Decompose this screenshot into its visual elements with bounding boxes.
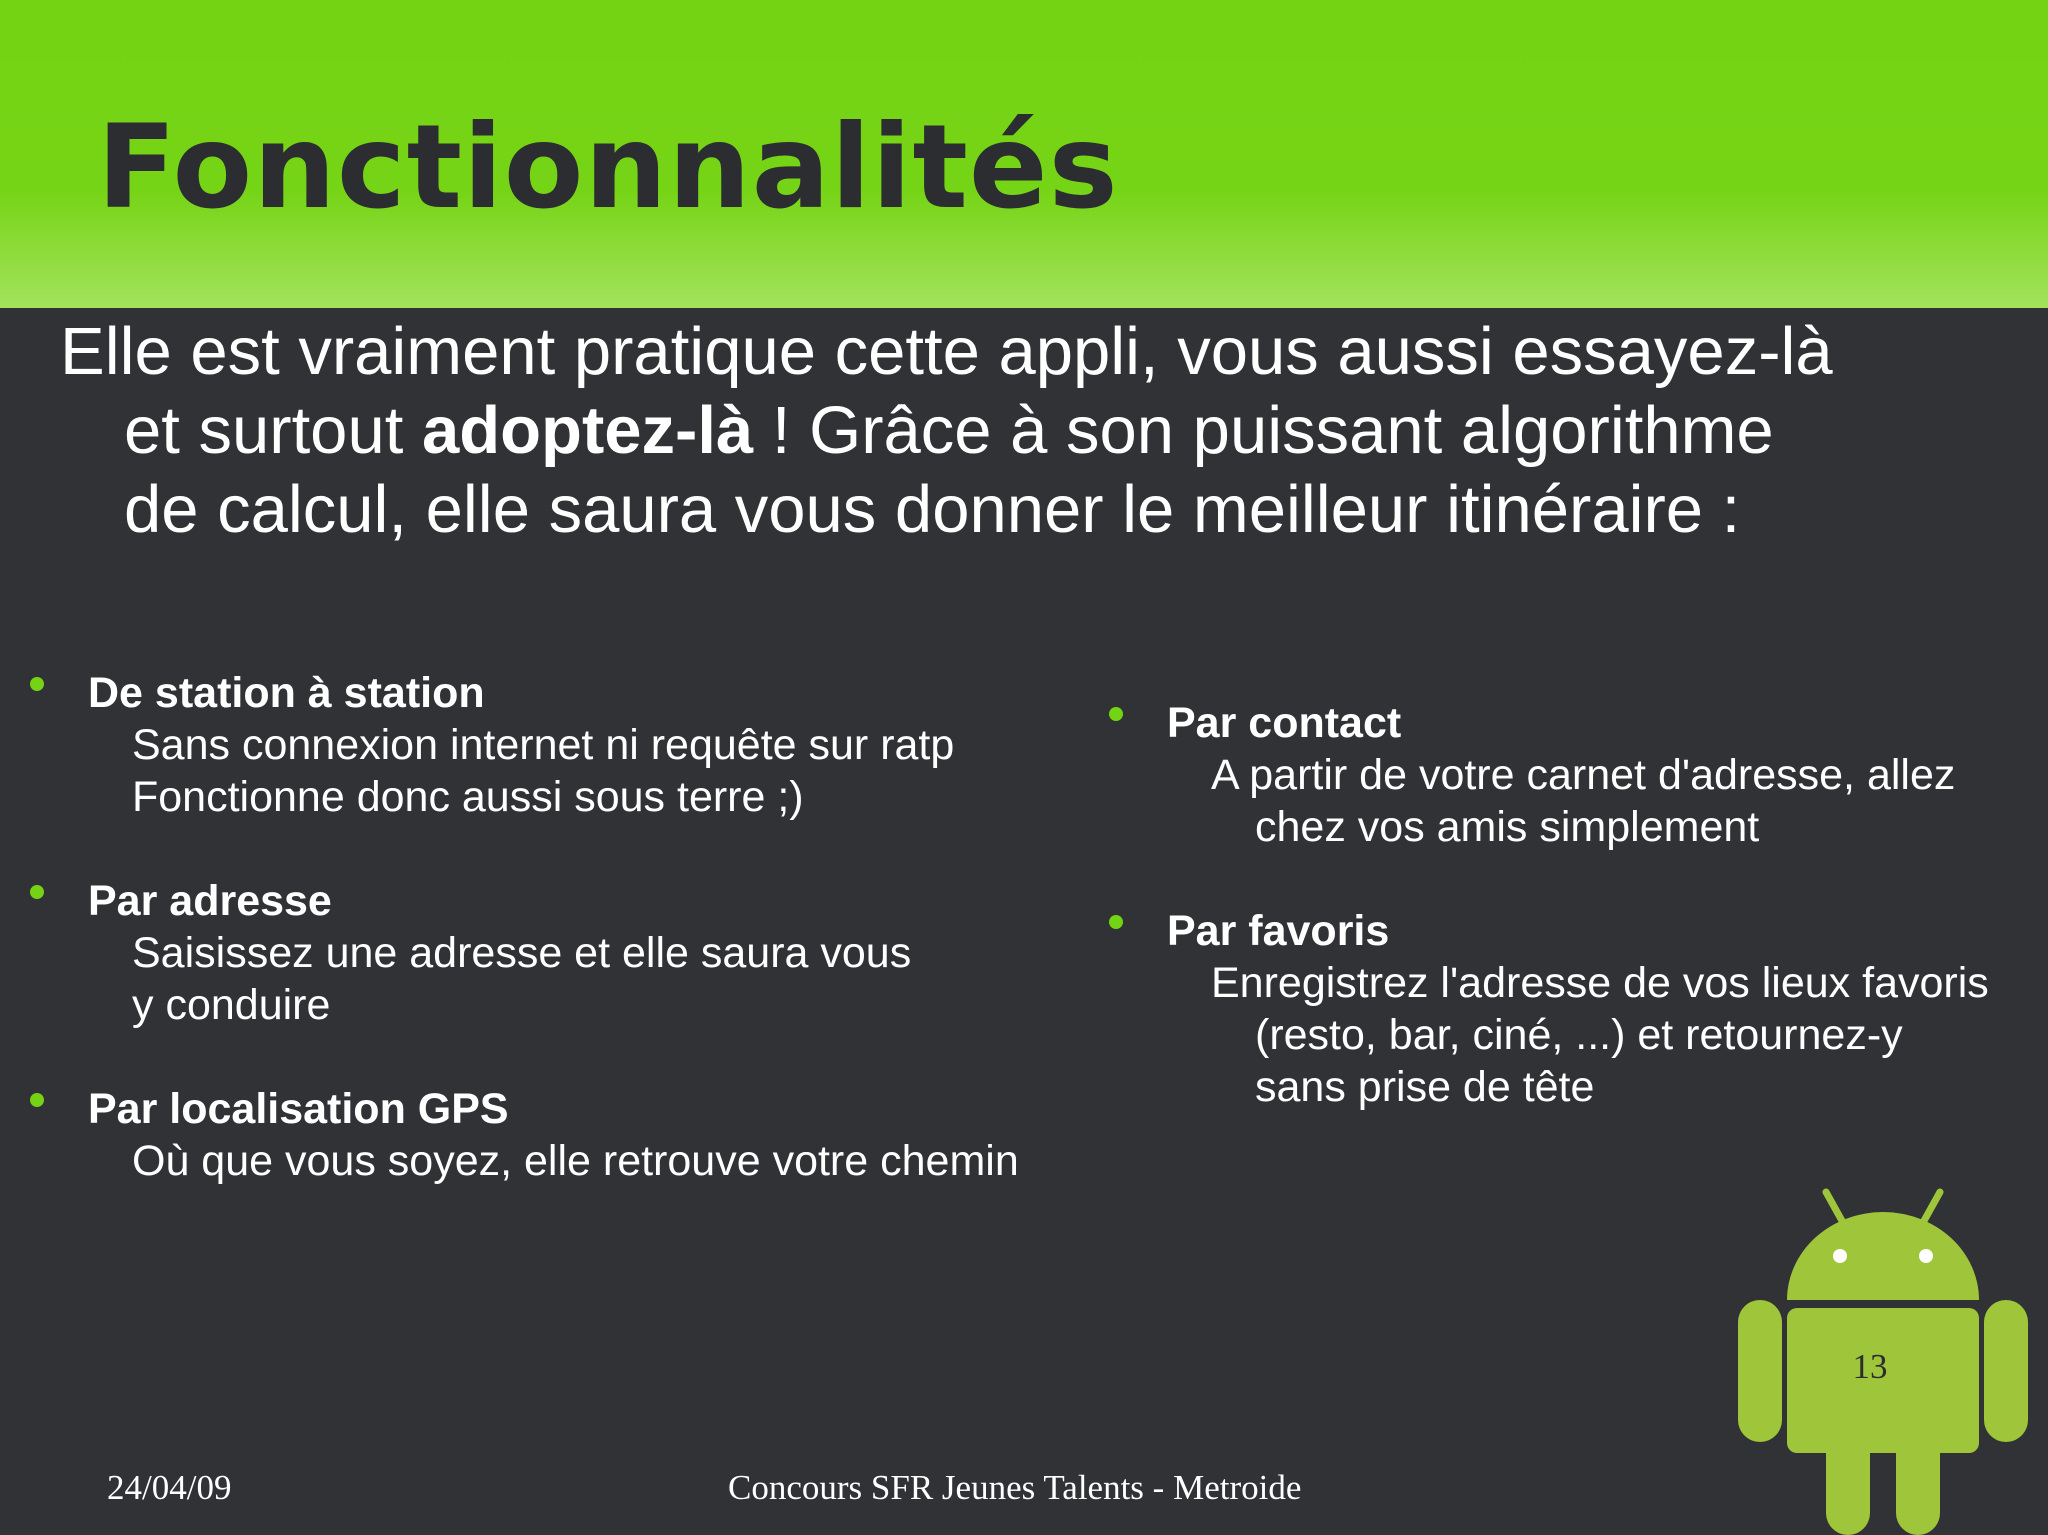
feature-description: Saisissez une adresse et elle saura vous bbox=[132, 929, 912, 977]
feature-description: Où que vous soyez, elle retrouve votre chemin bbox=[132, 1137, 1019, 1185]
feature-list-left bbox=[26, 667, 1086, 1239]
header-band bbox=[0, 0, 2048, 308]
feature-description: sans prise de tête bbox=[1255, 1063, 1595, 1111]
feature-description: Fonctionne donc aussi sous terre ;) bbox=[132, 773, 804, 821]
intro-line-2-end: ! Grâce à son puissant algorithme bbox=[753, 393, 1774, 468]
feature-title: Par adresse bbox=[88, 877, 332, 925]
feature-description: Enregistrez l'adresse de vos lieux favoris bbox=[1211, 959, 1989, 1007]
feature-description: (resto, bar, ciné, ...) et retournez-y bbox=[1255, 1011, 1903, 1059]
intro-line-2-start: et surtout bbox=[124, 393, 422, 468]
feature-title: Par contact bbox=[1167, 699, 1402, 747]
feature-item-station bbox=[26, 667, 1086, 823]
page-number: 13 bbox=[1852, 1347, 1888, 1386]
bullet-icon bbox=[30, 677, 44, 691]
bullet-icon bbox=[1109, 915, 1123, 929]
feature-description: y conduire bbox=[132, 981, 331, 1029]
intro-line-3: de calcul, elle saura vous donner le meilleur itinéraire : bbox=[124, 472, 1741, 547]
footer-date: 24/04/09 bbox=[107, 1468, 232, 1507]
feature-description: chez vos amis simplement bbox=[1255, 803, 1760, 851]
bullet-icon bbox=[1109, 707, 1123, 721]
intro-line-2 bbox=[60, 391, 2020, 470]
bullet-icon bbox=[30, 1093, 44, 1107]
feature-title: Par favoris bbox=[1167, 907, 1390, 955]
feature-item-gps bbox=[26, 1083, 1086, 1187]
bullet-icon bbox=[30, 885, 44, 899]
feature-list-right bbox=[1105, 697, 2048, 1165]
feature-description: Sans connexion internet ni requête sur ratp bbox=[132, 721, 955, 769]
feature-item-address bbox=[26, 875, 1086, 1031]
intro-line-1: Elle est vraiment pratique cette appli, vous aussi essayez-là bbox=[60, 314, 1833, 389]
intro-emphasis: adoptez-là bbox=[421, 393, 754, 468]
feature-item-favorites bbox=[1105, 905, 2048, 1113]
footer-text: Concours SFR Jeunes Talents - Metroide bbox=[728, 1468, 1302, 1507]
slide-title: Fonctionnalités bbox=[97, 100, 1119, 235]
feature-title: De station à station bbox=[88, 669, 485, 717]
feature-item-contact bbox=[1105, 697, 2048, 853]
feature-description: A partir de votre carnet d'adresse, allez bbox=[1211, 751, 1956, 799]
feature-title: Par localisation GPS bbox=[88, 1085, 509, 1133]
intro-paragraph bbox=[60, 312, 2020, 549]
